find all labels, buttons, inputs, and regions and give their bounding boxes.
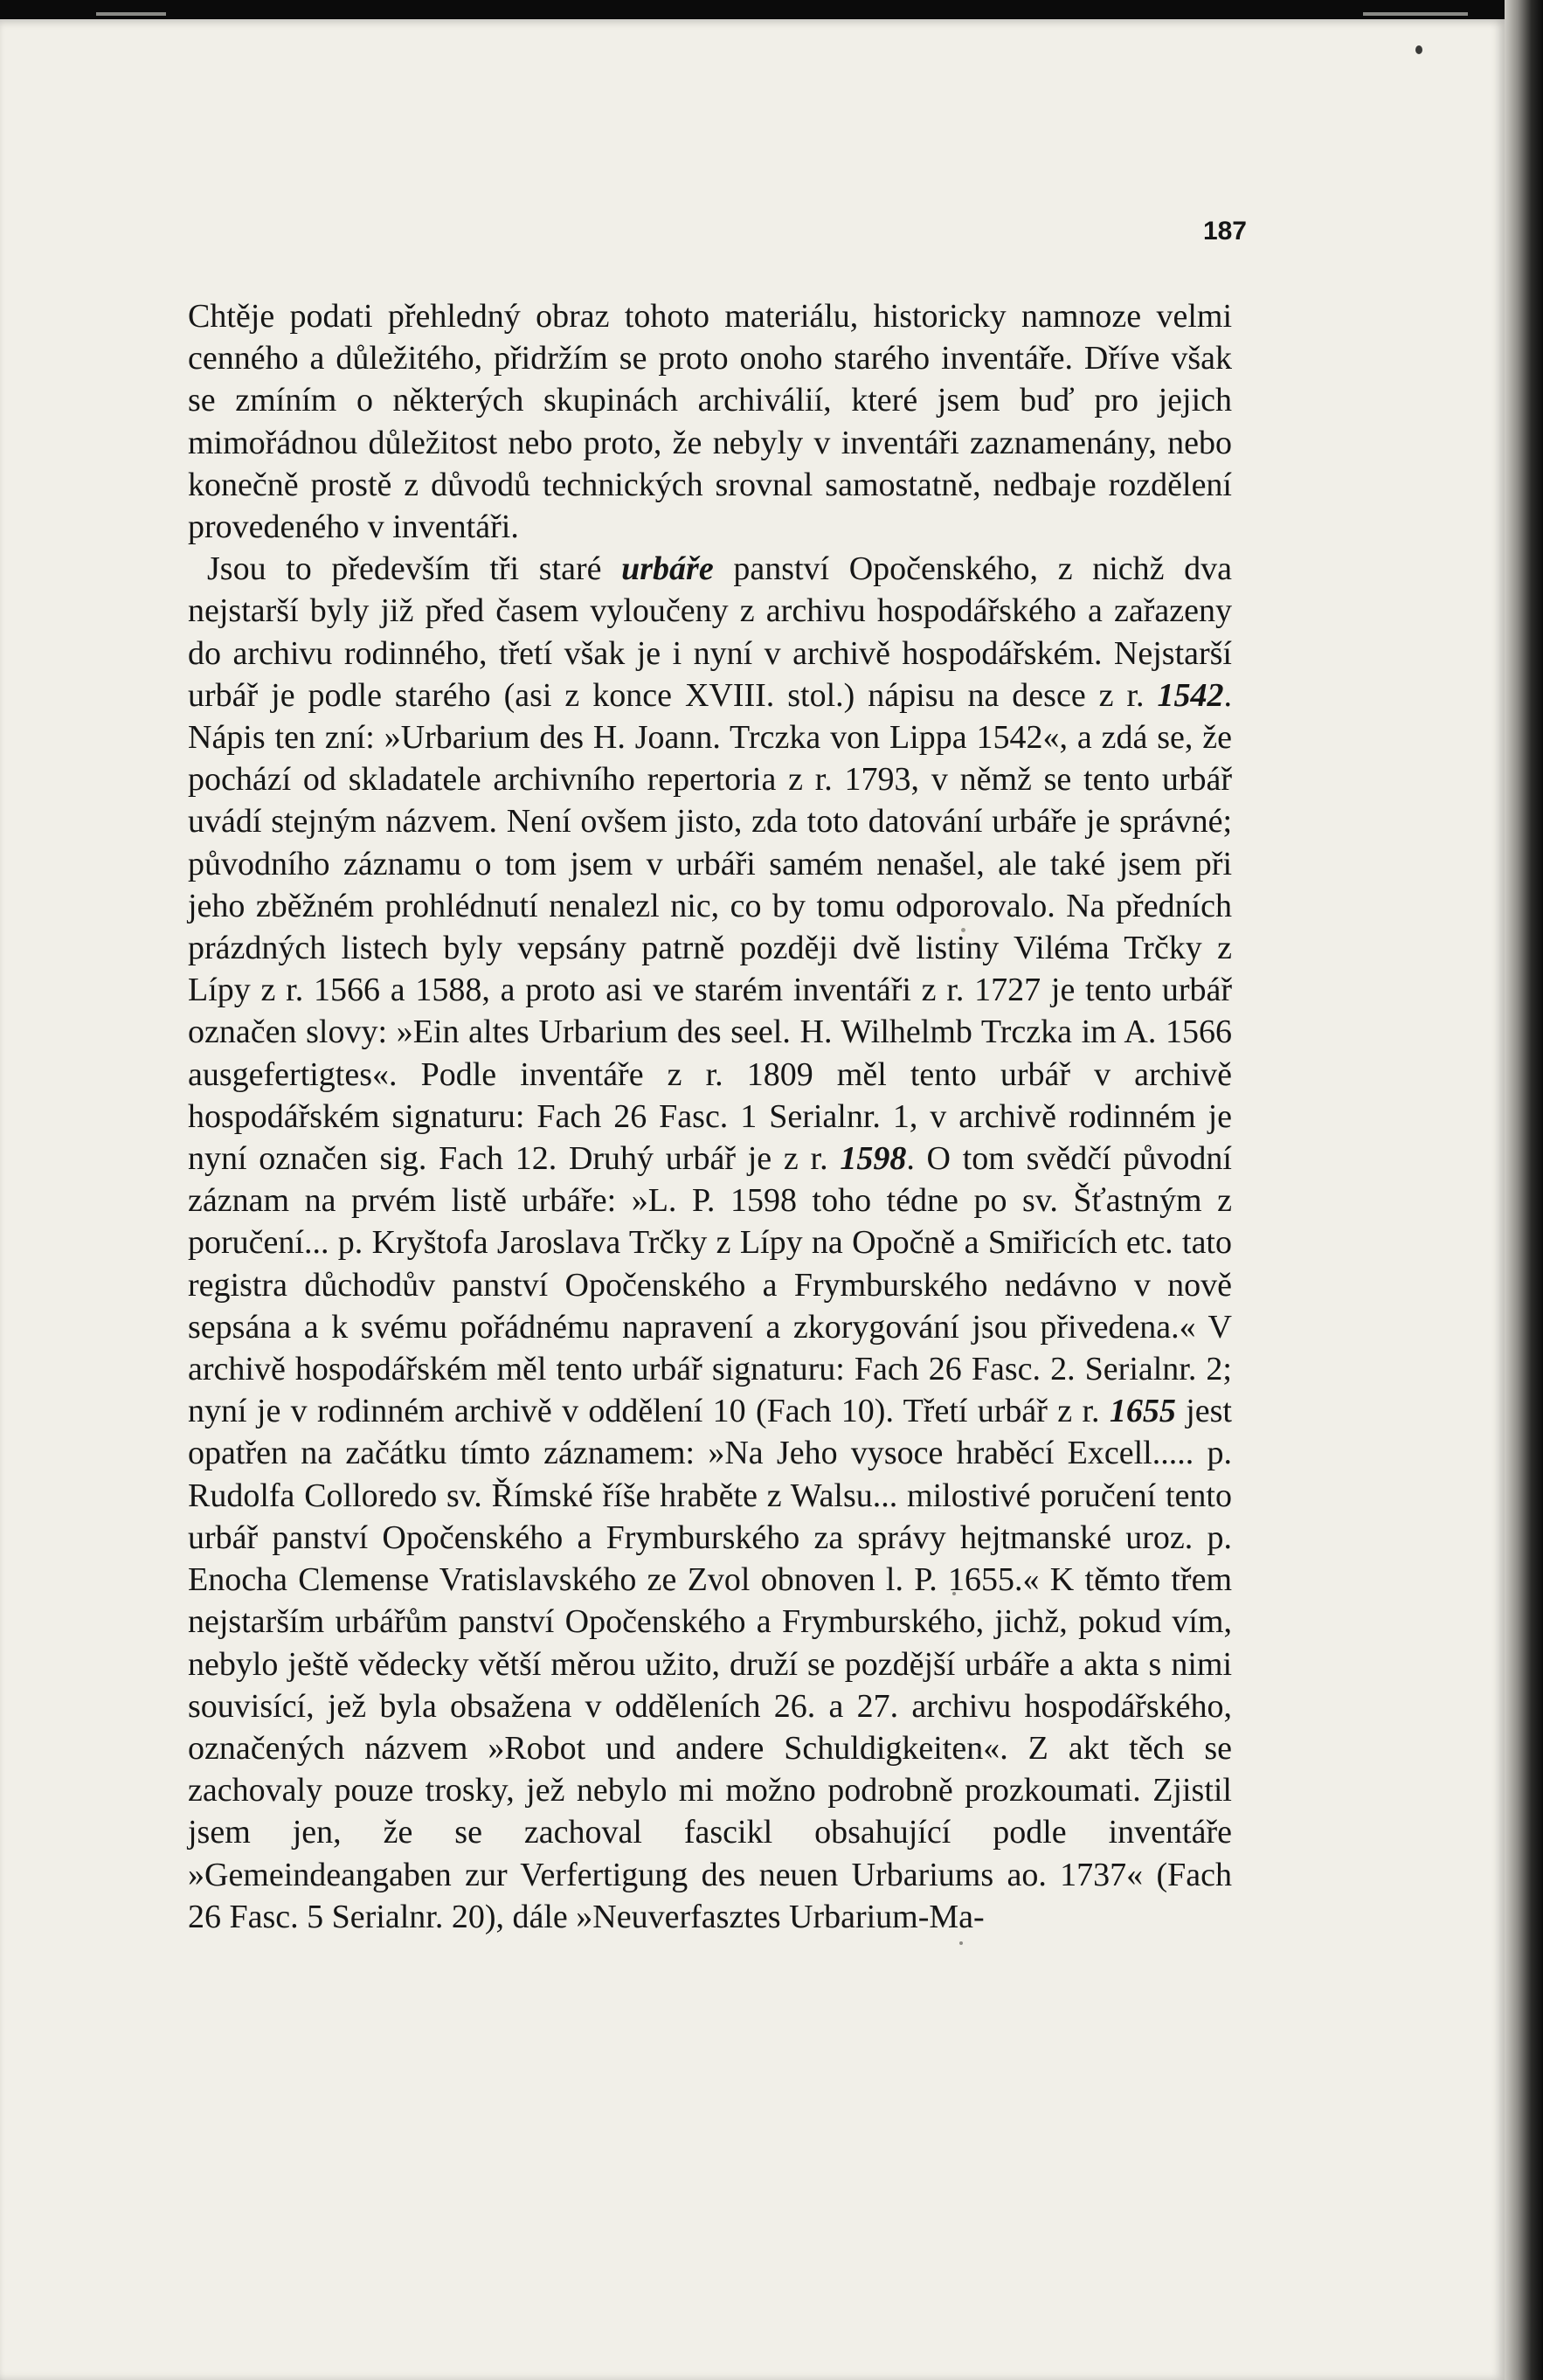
scan-speck [1415, 45, 1422, 54]
paragraph-urbare [188, 548, 1232, 1938]
scan-speck [959, 1941, 963, 1945]
top-edge-mark [96, 12, 166, 16]
emphasis-year-1598: 1598 [840, 1140, 907, 1178]
text-run: . O tom svědčí původní záznam na prvém listě urbáře: »L. P. 1598 toho tédne po sv. Šťastným z poručení... p. Kryštofa Jaroslava Trčky z Lípy na Opočně a Smiřicích etc. tato registra důchodův panství Opočenského a Frymburského nedávno v nově sepsána a k svému pořádnému napravení a zkorygování jsou přivedena.« V archivě hospodářském měl tento urbář signaturu: Fach 26 Fasc. 2. Serialnr. 2; nyní je v rodinném archivě v oddělení 10 (Fach 10). Třetí urbář z r. [188, 1140, 1232, 1430]
top-edge-mark [1363, 12, 1468, 16]
text-run: jest opatřen na začátku tímto záznamem: »Na Jeho vysoce hraběcí Excell..... p. Rudolfa Colloredo sv. Římské říše hraběte z Walsu... milostivé poručení tento urbář panství Opočenského a Frymburského za správy hejtmanské uroz. p. Enocha Clemense Vratislavského ze Zvol obnoven l. P. 1655.« K těmto třem nejstarším urbářům panství Opočenského a Frymburského, jichž, pokud vím, nebylo ještě vědecky větší měrou užito, druží se pozdější urbáře a akta s nimi souvisící, jež byla obsažena v odděleních 26. a 27. archivu hospodářského, označených názvem »Robot und andere Schuldigkeiten«. Z akt těch se zachovaly pouze trosky, jež nebylo mi možno podrobně prozkoumati. Zjistil jsem jen, že se zachoval fascikl obsahující podle inventáře »Gemeindeangaben zur Verfertigung des neuen Urbariums ao. 1737« (Fach 26 Fasc. 5 Serialnr. 20), dále »Neuverfasztes Urbarium-Ma- [188, 1393, 1232, 1935]
paragraph-intro: Chtěje podati přehledný obraz tohoto materiálu, historicky namnoze velmi cenného a důležitého, přidržím se proto onoho starého inventáře. Dříve však se zmíním o některých skupinách archiválií, které jsem buď pro jejich mimořádnou důležitost nebo proto, že nebyly v inventáři zaznamenány, nebo konečně prostě z důvodů technických srovnal samostatně, nedbaje rozdělení provedeného v inventáři. [188, 298, 1232, 546]
emphasis-urbare: urbáře [621, 550, 714, 588]
emphasis-year-1655: 1655 [1109, 1393, 1176, 1430]
top-scan-border [0, 0, 1543, 19]
text-run: Jsou to především tři staré [207, 550, 622, 588]
body-text [188, 295, 1232, 1938]
page-edge-shadow [1505, 0, 1543, 2380]
emphasis-year-1542: 1542 [1157, 676, 1224, 714]
text-run: panství Opočenského, z nichž dva nejstarší byly již před časem vyloučeny z archivu hospodářského a zařazeny do archivu rodinného, třetí však je i nyní v archivě hospodářském. Nejstarší urbář je podle starého (asi z konce XVIII. stol.) nápisu na desce z r. [188, 550, 1232, 714]
book-page [0, 19, 1505, 2380]
page-number: 187 [1202, 217, 1247, 246]
text-run: . Nápis ten zní: »Urbarium des H. Joann. Trczka von Lippa 1542«, a zdá se, že pochází od skladatele archivního repertoria z r. 1793, v němž se tento urbář uvádí stejným názvem. Není ovšem jisto, zda toto datování urbáře je správné; původního záznamu o tom jsem v urbáři samém nenašel, ale také jsem při jeho zběžném prohlédnutí nenalezl nic, co by tomu odporovalo. Na předních prázdných listech byly vepsány patrně později dvě listiny Viléma Trčky z Lípy z r. 1566 a 1588, a proto asi ve starém inventáři z r. 1727 je tento urbář označen slovy: »Ein altes Urbarium des seel. H. Wilhelmb Trczka im A. 1566 ausgefertigtes«. Podle inventáře z r. 1809 měl tento urbář v archivě hospodářském signaturu: Fach 26 Fasc. 1 Serialnr. 1, v archivě rodinném je nyní označen sig. Fach 12. Druhý urbář je z r. [188, 676, 1232, 1178]
